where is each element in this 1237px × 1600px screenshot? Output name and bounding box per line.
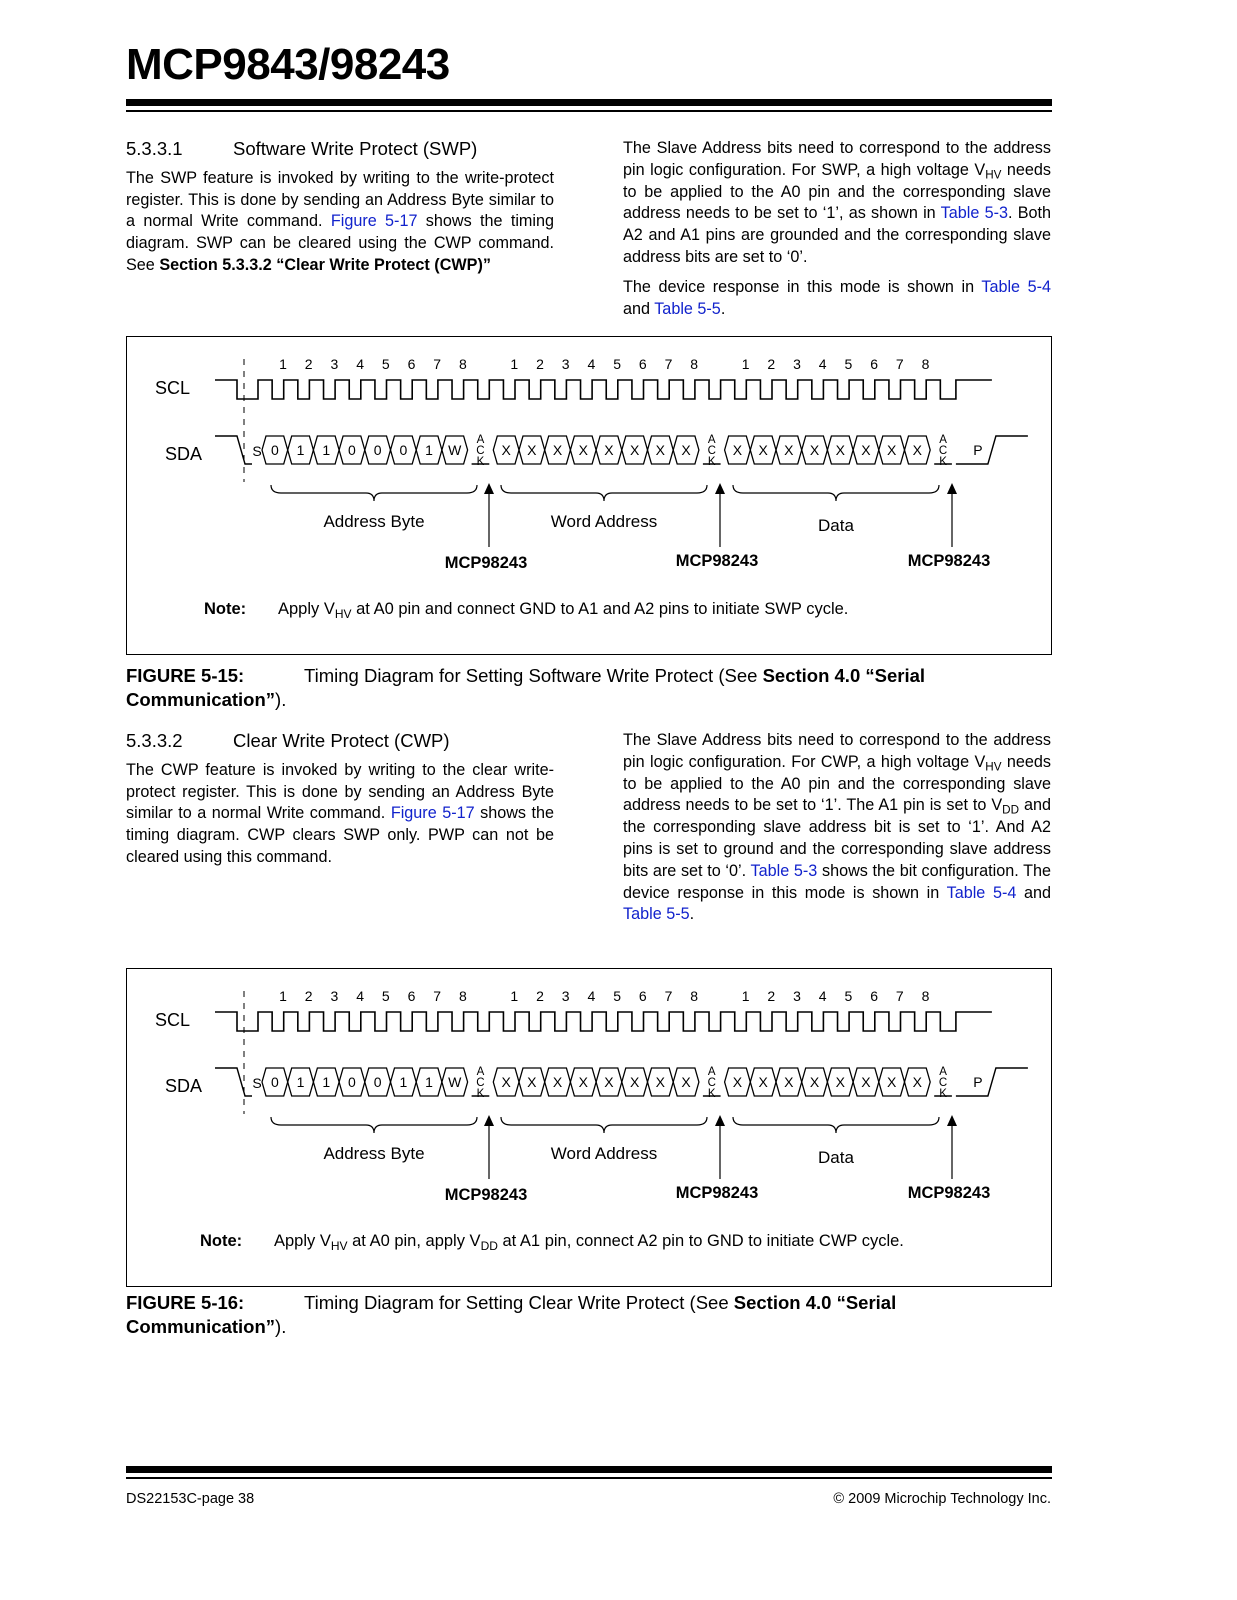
sda-bit-value: X xyxy=(835,1074,845,1090)
sda-bit-value: X xyxy=(861,442,871,458)
bit-number: 5 xyxy=(613,988,621,1004)
ack-letter: C xyxy=(938,1077,948,1089)
responder-label: MCP98243 xyxy=(675,1184,759,1202)
sda-label: SDA xyxy=(165,444,203,464)
caption-section-ref: Section 4.0 “Serial Communication” xyxy=(126,1292,897,1337)
sda-bit-value: 1 xyxy=(425,442,433,458)
caption-text: Timing Diagram for Setting Clear Write Protect (See xyxy=(304,1292,734,1313)
ack-letter: C xyxy=(707,445,716,457)
sda-bit-value: 1 xyxy=(399,1074,408,1090)
table-5-5-link[interactable]: Table 5-5 xyxy=(654,299,721,318)
bit-number: 1 xyxy=(510,988,519,1004)
sec1-left-column xyxy=(126,138,554,285)
footer-rule-thin xyxy=(126,1477,1052,1479)
sda-bit-value: 1 xyxy=(322,1074,331,1090)
text: The device response in this mode is shown in xyxy=(623,277,982,296)
sec2-number: 5.3.3.2 xyxy=(126,730,183,751)
bit-number: 7 xyxy=(664,356,673,372)
bit-number: 4 xyxy=(356,988,364,1004)
ack-letter: A xyxy=(939,1066,947,1078)
bit-number: 1 xyxy=(510,356,519,372)
bit-number: 7 xyxy=(895,988,904,1004)
sda-bit-value: X xyxy=(604,442,614,458)
sda-bit-value: X xyxy=(758,442,768,458)
sda-bit-value: X xyxy=(655,1074,666,1090)
bit-number: 5 xyxy=(381,356,390,372)
scl-label: SCL xyxy=(155,1010,191,1030)
sda-bit-value: 0 xyxy=(373,442,382,458)
sda-bit-value: 0 xyxy=(399,442,408,458)
scl-waveform xyxy=(215,380,992,399)
subscript: DD xyxy=(1002,803,1020,817)
bit-number: 5 xyxy=(613,356,621,372)
sda-bit-value: X xyxy=(578,1074,588,1090)
sec2-left-column xyxy=(126,730,554,877)
sda-bit-value: X xyxy=(552,1074,563,1090)
figure-5-17-link[interactable]: Figure 5-17 xyxy=(390,804,475,823)
subscript: HV xyxy=(985,760,1002,774)
sda-bit-value: 0 xyxy=(348,442,356,458)
group-brace xyxy=(733,485,939,501)
ack-letter: K xyxy=(476,456,485,468)
bit-number: 3 xyxy=(793,356,801,372)
bit-number: 7 xyxy=(895,356,904,372)
text: needs to be applied to the A0 pin and the corresponding slave address needs to be set to ‘1’, as shown in xyxy=(623,160,1051,223)
sda-bit-value: X xyxy=(861,1074,871,1090)
bit-number: 8 xyxy=(690,356,699,372)
text: shows the bit configuration. The device response in this mode is shown in xyxy=(623,861,1051,902)
sda-bit-value: 0 xyxy=(373,1074,382,1090)
bit-number: 6 xyxy=(638,988,647,1004)
sda-start-edge xyxy=(215,436,252,464)
ack-arrow-head xyxy=(947,1115,957,1126)
bit-number: 8 xyxy=(690,988,699,1004)
sda-bit-value: X xyxy=(552,442,563,458)
bit-number: 8 xyxy=(459,988,467,1004)
responder-label: MCP98243 xyxy=(907,1184,991,1202)
subscript: HV xyxy=(985,168,1002,182)
sda-bit-value: X xyxy=(732,1074,743,1090)
sec2-right-paragraph xyxy=(623,730,1051,926)
bit-number: 2 xyxy=(767,356,776,372)
group-label: Word Address xyxy=(550,512,658,531)
sda-bit-value: 1 xyxy=(296,442,305,458)
bit-number: 4 xyxy=(587,988,596,1004)
bit-number: 7 xyxy=(433,356,442,372)
section-ref: Section 5.3.3.2 “Clear Write Protect (CWP)” xyxy=(159,255,491,274)
sda-bit-value: X xyxy=(912,442,923,458)
bit-number: 6 xyxy=(638,356,647,372)
bit-number: 7 xyxy=(664,988,673,1004)
responder-label: MCP98243 xyxy=(444,554,528,572)
ack-arrow-head xyxy=(715,1115,725,1126)
sec1-heading xyxy=(126,138,554,160)
bit-number: 1 xyxy=(279,356,287,372)
sda-bit-value: 0 xyxy=(348,1074,356,1090)
ack-letter: K xyxy=(939,1088,947,1100)
page-title: MCP9843/98243 xyxy=(126,40,450,89)
bit-number: 1 xyxy=(741,356,750,372)
sec1-right-paragraph-1 xyxy=(623,138,1051,269)
sda-bit-value: X xyxy=(527,442,537,458)
sda-bit-value: 1 xyxy=(425,1074,433,1090)
bit-number: 4 xyxy=(818,988,827,1004)
group-brace xyxy=(271,1117,477,1133)
group-brace xyxy=(501,485,707,501)
group-brace xyxy=(271,485,477,501)
bit-number: 3 xyxy=(330,988,339,1004)
footer-page-id: DS22153C-page 38 xyxy=(126,1491,255,1507)
header-rule-thick xyxy=(126,99,1052,106)
group-label: Data xyxy=(818,1148,854,1167)
text: and the corresponding slave address bit is set to ‘1’. And A2 pins is set to ground and the corresponding slave address bits are set to ‘0’. xyxy=(623,796,1051,880)
text: The Slave Address bits need to correspond to the address pin logic configuration. For CWP, a high voltage V xyxy=(623,731,1051,771)
text: The Slave Address bits need to correspond to the address pin logic configuration. For SWP, a high voltage V xyxy=(623,139,1051,179)
sec2-title: Clear Write Protect (CWP) xyxy=(233,730,450,751)
table-5-4-link[interactable]: Table 5-4 xyxy=(946,883,1017,902)
figure-5-17-link[interactable]: Figure 5-17 xyxy=(330,212,418,231)
caption-label: FIGURE 5-15: xyxy=(126,665,245,686)
sda-bit-value: 1 xyxy=(322,442,331,458)
group-brace xyxy=(501,1117,707,1133)
sda-stop-edge xyxy=(956,1068,1028,1096)
sda-bit-value: X xyxy=(604,1074,614,1090)
text: shows the timing diagram. SWP can be cleared using the CWP command. See xyxy=(126,212,555,274)
table-5-3-link[interactable]: Table 5-3 xyxy=(750,861,818,880)
bit-number: 3 xyxy=(561,988,570,1004)
sda-stop-edge xyxy=(956,436,1028,464)
bit-number: 2 xyxy=(304,988,313,1004)
sda-bit-value: X xyxy=(784,442,794,458)
text: . Both A2 and A1 pins are grounded and the corresponding slave address bits are set to ‘0’. xyxy=(623,204,1052,266)
bit-number: 5 xyxy=(844,988,853,1004)
ack-letter: C xyxy=(938,445,948,457)
sda-start-edge xyxy=(215,1068,252,1096)
sda-bit-value: X xyxy=(501,1074,511,1090)
bit-number: 6 xyxy=(407,988,416,1004)
bit-number: 2 xyxy=(536,356,544,372)
sda-stop-bit: P xyxy=(973,1074,983,1090)
ack-letter: K xyxy=(476,1088,485,1100)
sda-bit-value: X xyxy=(886,442,897,458)
caption-end: ). xyxy=(275,689,287,710)
footer-copyright: © 2009 Microchip Technology Inc. xyxy=(833,1491,1051,1507)
table-5-3-link[interactable]: Table 5-3 xyxy=(940,204,1008,223)
sda-bit-value: 0 xyxy=(270,1074,279,1090)
text: shows the timing diagram. CWP clears SWP only. PWP can not be cleared using this command. xyxy=(126,804,555,866)
bit-number: 2 xyxy=(767,988,776,1004)
ack-letter: C xyxy=(476,1077,485,1089)
sda-bit-value: X xyxy=(501,442,511,458)
ack-letter: A xyxy=(476,434,485,446)
sec1-left-paragraph xyxy=(126,168,554,277)
ack-letter: A xyxy=(476,1066,485,1078)
ack-letter: A xyxy=(707,434,716,446)
caption-text: Timing Diagram for Setting Software Write Protect (See xyxy=(304,665,763,686)
ack-arrow-head xyxy=(484,1115,494,1126)
bit-number: 6 xyxy=(870,356,878,372)
sda-bit-value: W xyxy=(448,442,462,458)
bit-number: 5 xyxy=(844,356,853,372)
sec2-right-column xyxy=(623,730,1051,934)
caption-label: FIGURE 5-16: xyxy=(126,1292,245,1313)
ack-letter: K xyxy=(707,1088,716,1100)
ack-letter: C xyxy=(476,445,485,457)
timing-diagram-cwp xyxy=(127,969,1051,1286)
sda-bit-value: X xyxy=(912,1074,923,1090)
sec2-heading xyxy=(126,730,554,752)
bit-number: 1 xyxy=(741,988,750,1004)
scl-waveform xyxy=(215,1012,992,1031)
ack-letter: C xyxy=(707,1077,716,1089)
bit-number: 5 xyxy=(381,988,390,1004)
sda-bit-value: X xyxy=(578,442,588,458)
header-rule-thin xyxy=(126,110,1052,112)
ack-letter: K xyxy=(939,456,947,468)
bit-number: 2 xyxy=(304,356,313,372)
bit-number: 8 xyxy=(921,988,930,1004)
scl-label: SCL xyxy=(155,378,191,398)
note-text: Apply $V_{HV}$ at A0 pin and connect GND to A1 and A2 pins to initiate SWP cycle. xyxy=(278,600,849,621)
figure-5-16-caption xyxy=(126,1291,1026,1339)
figure-5-15-caption xyxy=(126,664,1026,712)
sda-bit-value: X xyxy=(527,1074,537,1090)
sec1-title: Software Write Protect (SWP) xyxy=(233,138,478,159)
bit-number: 3 xyxy=(793,988,801,1004)
responder-label: MCP98243 xyxy=(907,552,991,570)
note-text: Apply $V_{HV}$ at A0 pin, apply $V_{DD}$ at A1 pin, connect A2 pin to GND to initiate CWP cycle. xyxy=(274,1232,904,1253)
bit-number: 1 xyxy=(279,988,287,1004)
timing-diagram-swp xyxy=(127,337,1051,654)
group-label: Word Address xyxy=(550,1144,658,1163)
sda-stop-bit: P xyxy=(973,442,983,458)
group-label: Address Byte xyxy=(323,1144,425,1163)
bit-number: 8 xyxy=(459,356,467,372)
group-brace xyxy=(733,1117,939,1133)
text: The SWP feature is invoked by writing to the write-protect register. This is done by sending an Address Byte similar to a normal Write command. xyxy=(126,168,554,231)
ack-arrow-head xyxy=(484,483,494,494)
sda-bit-value: 1 xyxy=(296,1074,305,1090)
bit-number: 8 xyxy=(921,356,930,372)
responder-label: MCP98243 xyxy=(444,1186,528,1204)
note-label: Note: xyxy=(204,600,247,618)
text: and xyxy=(623,299,655,318)
text: . xyxy=(689,905,695,924)
sda-bit-value: X xyxy=(886,1074,897,1090)
sec1-number: 5.3.3.1 xyxy=(126,138,183,159)
table-5-5-link[interactable]: Table 5-5 xyxy=(623,905,690,924)
note-label: Note: xyxy=(200,1232,243,1250)
sda-start-bit: S xyxy=(252,443,262,459)
sda-bit-value: 0 xyxy=(270,442,279,458)
text: . xyxy=(720,299,726,318)
bit-number: 2 xyxy=(536,988,544,1004)
figure-5-16-box xyxy=(126,968,1052,1287)
bit-number: 4 xyxy=(818,356,827,372)
responder-label: MCP98243 xyxy=(675,552,759,570)
caption-end: ). xyxy=(275,1316,287,1337)
sda-bit-value: X xyxy=(809,442,820,458)
bit-number: 6 xyxy=(870,988,878,1004)
sda-bit-value: X xyxy=(835,442,845,458)
bit-number: 7 xyxy=(433,988,442,1004)
sda-bit-value: X xyxy=(681,442,691,458)
ack-letter: A xyxy=(939,434,947,446)
bit-number: 3 xyxy=(561,356,570,372)
text: The CWP feature is invoked by writing to the clear write-protect register. This is done by sending an Address Byte similar to a normal Write command. xyxy=(126,760,554,823)
sda-bit-value: X xyxy=(681,1074,691,1090)
bit-number: 4 xyxy=(587,356,596,372)
sda-bit-value: X xyxy=(629,442,640,458)
bit-number: 6 xyxy=(407,356,416,372)
footer-rule-thick xyxy=(126,1466,1052,1473)
sda-start-bit: S xyxy=(252,1075,262,1091)
sda-bit-value: X xyxy=(732,442,743,458)
sda-bit-value: X xyxy=(758,1074,768,1090)
sda-label: SDA xyxy=(165,1076,203,1096)
text: and xyxy=(1016,883,1052,902)
text: needs to be applied to the A0 pin and the corresponding slave address needs to be set to ‘1’. The A1 pin is set to V xyxy=(623,752,1051,815)
group-label: Address Byte xyxy=(323,512,425,531)
sda-bit-value: X xyxy=(809,1074,820,1090)
ack-letter: K xyxy=(707,456,716,468)
bit-number: 3 xyxy=(330,356,339,372)
ack-arrow-head xyxy=(947,483,957,494)
sda-bit-value: X xyxy=(784,1074,794,1090)
table-5-4-link[interactable]: Table 5-4 xyxy=(981,277,1052,296)
sec1-right-paragraph-2 xyxy=(623,277,1051,321)
bit-number: 4 xyxy=(356,356,364,372)
ack-letter: A xyxy=(707,1066,716,1078)
sda-bit-value: X xyxy=(655,442,666,458)
ack-arrow-head xyxy=(715,483,725,494)
sec2-left-paragraph xyxy=(126,760,554,869)
sda-bit-value: W xyxy=(448,1074,462,1090)
group-label: Data xyxy=(818,516,854,535)
caption-section-ref: Section 4.0 “Serial Communication” xyxy=(126,665,926,710)
figure-5-15-box xyxy=(126,336,1052,655)
sec1-right-column xyxy=(623,138,1051,328)
sda-bit-value: X xyxy=(629,1074,640,1090)
